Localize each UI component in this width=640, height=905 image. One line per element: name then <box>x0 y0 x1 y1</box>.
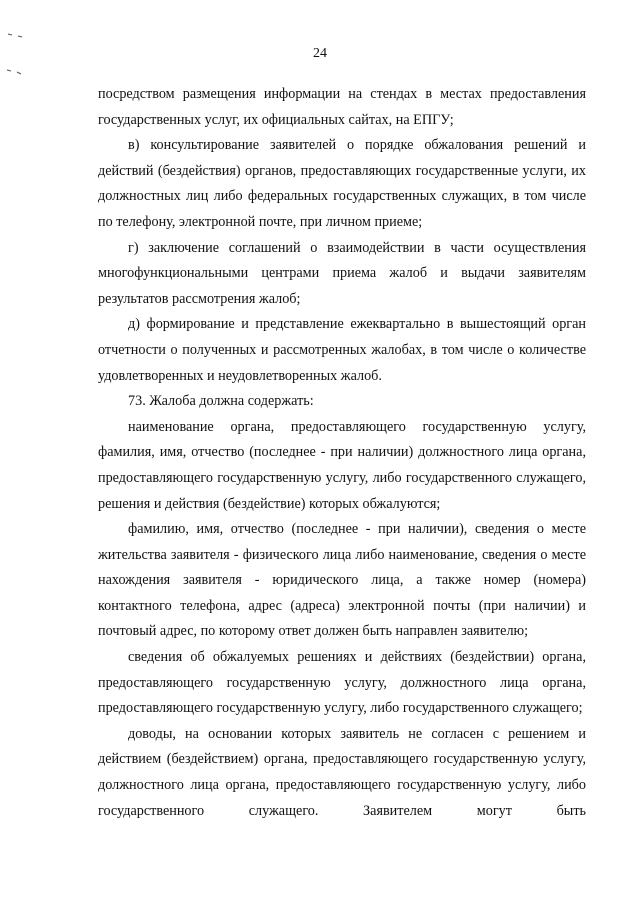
paragraph-applicant-details: фамилию, имя, отчество (последнее - при наличии), сведения о месте жительства заявителя - физического лица либо наименование, сведения о месте нахождения заявителя - юридического лица, а также номер (номера) контактного телефона, адрес (адреса) электронной почты (при наличии) и почтовый адрес, по которому ответ должен быть направлен заявителю; <box>98 521 586 640</box>
paragraph-item-v: в) консультирование заявителей о порядке обжалования решений и действий (бездействия) органов, предоставляющих государственные услуги, их должностных лиц либо федеральных государственных служащих, в том числе по телефону, электронной почте, при личном приеме; <box>98 137 586 230</box>
paragraph-organ-name: наименование органа, предоставляющего государственную услугу, фамилия, имя, отчество (последнее - при наличии) должностного лица органа, предоставляющего государственную услугу, либо государственного служащего, решения и действия (бездействие) которых обжалуются; <box>98 418 586 512</box>
paragraph-appealed-decisions: сведения об обжалуемых решениях и действиях (бездействии) органа, предоставляющего государственную услугу, должностного лица органа, предоставляющего государственную услугу, либо государственного служащего; <box>98 649 586 717</box>
page-number: 24 <box>313 46 327 61</box>
paragraph-arguments: доводы, на основании которых заявитель не согласен с решением и действием (бездействием) органа, предоставляющего государственную услугу, должностного лица органа, предоставляющего государственную услугу, либо государственного служащего. Заявителем могут быть <box>98 725 586 819</box>
paragraph-73-heading: 73. Жалоба должна содержать: <box>128 393 314 410</box>
document-body <box>98 82 586 824</box>
paragraph-item-d: д) формирование и представление ежеквартально в вышестоящий орган отчетности о полученных и рассмотренных жалобах, в том числе о количестве удовлетворенных и неудовлетворенных жалоб. <box>98 316 586 384</box>
paragraph-continuation: посредством размещения информации на стендах в местах предоставления государственных услуг, их официальных сайтах, на ЕПГУ; <box>98 86 586 128</box>
paragraph-item-g: г) заключение соглашений о взаимодействии в части осуществления многофункциональными центрами приема жалоб и выдачи заявителям результатов рассмотрения жалоб; <box>98 239 586 307</box>
